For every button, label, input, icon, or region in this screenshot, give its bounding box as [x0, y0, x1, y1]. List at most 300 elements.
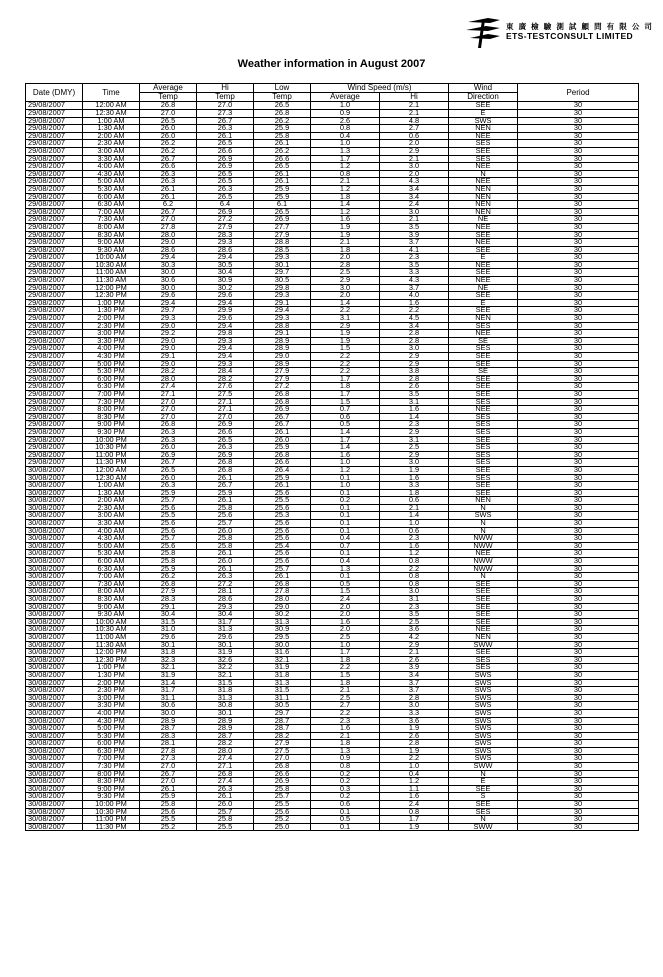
cell-hi-temp: 26.1 — [197, 793, 254, 801]
cell-period: 30 — [518, 641, 639, 649]
cell-period: 30 — [518, 292, 639, 300]
cell-wind-hi: 2.2 — [380, 755, 449, 763]
cell-wind-direction: E — [449, 299, 518, 307]
cell-low-temp: 27.9 — [254, 231, 311, 239]
table-row — [26, 185, 639, 193]
cell-avg-temp: 25.6 — [140, 808, 197, 816]
cell-date: 29/08/2007 — [26, 444, 83, 452]
cell-hi-temp: 26.1 — [197, 565, 254, 573]
cell-wind-avg: 2.0 — [311, 603, 380, 611]
table-row — [26, 596, 639, 604]
cell-hi-temp: 27.5 — [197, 390, 254, 398]
table-row — [26, 451, 639, 459]
cell-hi-temp: 25.8 — [197, 542, 254, 550]
cell-wind-hi: 2.2 — [380, 307, 449, 315]
cell-avg-temp: 28.1 — [140, 740, 197, 748]
cell-date: 29/08/2007 — [26, 193, 83, 201]
cell-avg-temp: 25.6 — [140, 527, 197, 535]
cell-wind-direction: NE — [449, 284, 518, 292]
cell-wind-avg: 2.0 — [311, 626, 380, 634]
cell-low-temp: 31.5 — [254, 687, 311, 695]
cell-wind-hi: 3.0 — [380, 163, 449, 171]
cell-hi-temp: 31.3 — [197, 694, 254, 702]
cell-wind-avg: 1.3 — [311, 565, 380, 573]
cell-time: 9:30 PM — [83, 428, 140, 436]
table-row — [26, 671, 639, 679]
cell-time: 5:30 PM — [83, 732, 140, 740]
cell-time: 3:30 PM — [83, 702, 140, 710]
cell-period: 30 — [518, 565, 639, 573]
cell-low-temp: 31.8 — [254, 671, 311, 679]
cell-date: 30/08/2007 — [26, 504, 83, 512]
cell-date: 29/08/2007 — [26, 178, 83, 186]
cell-low-temp: 28.9 — [254, 345, 311, 353]
cell-wind-direction: NEN — [449, 201, 518, 209]
cell-wind-direction: SEE — [449, 482, 518, 490]
cell-time: 7:30 PM — [83, 763, 140, 771]
cell-hi-temp: 25.7 — [197, 808, 254, 816]
cell-wind-direction: SES — [449, 155, 518, 163]
cell-wind-hi: 1.9 — [380, 725, 449, 733]
cell-period: 30 — [518, 307, 639, 315]
cell-hi-temp: 31.8 — [197, 687, 254, 695]
cell-period: 30 — [518, 163, 639, 171]
cell-wind-direction: SES — [449, 345, 518, 353]
cell-time: 3:00 AM — [83, 147, 140, 155]
cell-period: 30 — [518, 459, 639, 467]
cell-time: 4:30 PM — [83, 353, 140, 361]
table-row — [26, 315, 639, 323]
table-row — [26, 482, 639, 490]
cell-period: 30 — [518, 451, 639, 459]
cell-period: 30 — [518, 603, 639, 611]
cell-period: 30 — [518, 345, 639, 353]
cell-low-temp: 25.9 — [254, 193, 311, 201]
cell-low-temp: 31.9 — [254, 664, 311, 672]
cell-time: 9:00 AM — [83, 603, 140, 611]
cell-wind-hi: 1.2 — [380, 550, 449, 558]
cell-date: 29/08/2007 — [26, 322, 83, 330]
cell-avg-temp: 27.0 — [140, 778, 197, 786]
cell-period: 30 — [518, 322, 639, 330]
table-row — [26, 770, 639, 778]
cell-low-temp: 26.1 — [254, 482, 311, 490]
cell-wind-direction: NEE — [449, 132, 518, 140]
cell-period: 30 — [518, 573, 639, 581]
cell-wind-avg: 1.8 — [311, 656, 380, 664]
cell-avg-temp: 27.0 — [140, 413, 197, 421]
cell-hi-temp: 26.1 — [197, 132, 254, 140]
cell-avg-temp: 25.6 — [140, 504, 197, 512]
table-row — [26, 550, 639, 558]
cell-wind-avg: 0.9 — [311, 110, 380, 118]
cell-hi-temp: 29.9 — [197, 307, 254, 315]
cell-wind-hi: 2.2 — [380, 565, 449, 573]
cell-avg-temp: 28.3 — [140, 596, 197, 604]
cell-hi-temp: 29.6 — [197, 315, 254, 323]
cell-hi-temp: 26.7 — [197, 117, 254, 125]
cell-wind-hi: 1.4 — [380, 413, 449, 421]
cell-low-temp: 28.2 — [254, 732, 311, 740]
cell-low-temp: 26.6 — [254, 155, 311, 163]
table-row — [26, 406, 639, 414]
table-row — [26, 269, 639, 277]
cell-period: 30 — [518, 375, 639, 383]
cell-wind-direction: SEE — [449, 588, 518, 596]
cell-hi-temp: 26.9 — [197, 155, 254, 163]
table-row — [26, 368, 639, 376]
cell-wind-hi: 3.8 — [380, 368, 449, 376]
cell-date: 30/08/2007 — [26, 649, 83, 657]
cell-period: 30 — [518, 687, 639, 695]
cell-period: 30 — [518, 542, 639, 550]
cell-wind-hi: 2.4 — [380, 801, 449, 809]
cell-avg-temp: 26.1 — [140, 185, 197, 193]
cell-period: 30 — [518, 747, 639, 755]
cell-wind-hi: 0.6 — [380, 132, 449, 140]
cell-time: 3:30 AM — [83, 520, 140, 528]
table-row — [26, 117, 639, 125]
cell-wind-avg: 1.9 — [311, 223, 380, 231]
cell-low-temp: 28.7 — [254, 725, 311, 733]
cell-wind-hi: 0.6 — [380, 527, 449, 535]
cell-wind-hi: 3.4 — [380, 193, 449, 201]
cell-hi-temp: 27.0 — [197, 413, 254, 421]
cell-wind-direction: N — [449, 816, 518, 824]
cell-wind-hi: 2.0 — [380, 170, 449, 178]
cell-wind-direction: SEE — [449, 603, 518, 611]
cell-date: 29/08/2007 — [26, 132, 83, 140]
cell-time: 9:00 AM — [83, 239, 140, 247]
cell-time: 4:30 AM — [83, 170, 140, 178]
cell-hi-temp: 26.9 — [197, 163, 254, 171]
cell-time: 4:00 PM — [83, 345, 140, 353]
cell-wind-hi: 3.7 — [380, 687, 449, 695]
cell-low-temp: 26.7 — [254, 413, 311, 421]
cell-wind-direction: SWS — [449, 687, 518, 695]
cell-period: 30 — [518, 383, 639, 391]
table-row — [26, 603, 639, 611]
cell-avg-temp: 29.0 — [140, 345, 197, 353]
cell-date: 30/08/2007 — [26, 785, 83, 793]
cell-wind-direction: NEE — [449, 406, 518, 414]
cell-avg-temp: 28.6 — [140, 246, 197, 254]
cell-wind-hi: 3.4 — [380, 322, 449, 330]
cell-avg-temp: 29.1 — [140, 353, 197, 361]
cell-wind-avg: 0.6 — [311, 413, 380, 421]
cell-wind-avg: 1.8 — [311, 740, 380, 748]
cell-time: 2:00 PM — [83, 315, 140, 323]
cell-period: 30 — [518, 512, 639, 520]
cell-hi-temp: 26.3 — [197, 444, 254, 452]
cell-avg-temp: 26.5 — [140, 117, 197, 125]
cell-time: 2:00 PM — [83, 679, 140, 687]
cell-date: 30/08/2007 — [26, 573, 83, 581]
cell-wind-avg: 3.1 — [311, 315, 380, 323]
cell-avg-temp: 26.0 — [140, 444, 197, 452]
cell-wind-hi: 4.3 — [380, 277, 449, 285]
cell-period: 30 — [518, 740, 639, 748]
cell-hi-temp: 26.5 — [197, 170, 254, 178]
cell-date: 30/08/2007 — [26, 535, 83, 543]
cell-low-temp: 29.3 — [254, 292, 311, 300]
cell-wind-avg: 2.2 — [311, 368, 380, 376]
cell-hi-temp: 31.9 — [197, 649, 254, 657]
cell-low-temp: 28.7 — [254, 717, 311, 725]
cell-date: 29/08/2007 — [26, 140, 83, 148]
cell-date: 29/08/2007 — [26, 413, 83, 421]
cell-date: 29/08/2007 — [26, 421, 83, 429]
table-row — [26, 163, 639, 171]
table-row — [26, 649, 639, 657]
cell-period: 30 — [518, 140, 639, 148]
cell-wind-avg: 0.4 — [311, 132, 380, 140]
cell-wind-direction: SES — [449, 444, 518, 452]
cell-wind-hi: 0.8 — [380, 580, 449, 588]
cell-wind-direction: SWS — [449, 725, 518, 733]
cell-date: 30/08/2007 — [26, 671, 83, 679]
cell-low-temp: 31.6 — [254, 649, 311, 657]
cell-wind-direction: SWW — [449, 823, 518, 831]
cell-wind-direction: N — [449, 520, 518, 528]
cell-wind-avg: 2.7 — [311, 702, 380, 710]
cell-wind-hi: 2.9 — [380, 428, 449, 436]
cell-low-temp: 25.2 — [254, 816, 311, 824]
table-row — [26, 785, 639, 793]
cell-date: 29/08/2007 — [26, 185, 83, 193]
cell-avg-temp: 29.0 — [140, 337, 197, 345]
cell-time: 7:00 AM — [83, 573, 140, 581]
cell-avg-temp: 28.0 — [140, 375, 197, 383]
cell-low-temp: 25.9 — [254, 185, 311, 193]
table-row — [26, 489, 639, 497]
cell-wind-direction: SWW — [449, 763, 518, 771]
cell-wind-hi: 0.4 — [380, 770, 449, 778]
cell-hi-temp: 25.8 — [197, 816, 254, 824]
cell-wind-avg: 1.4 — [311, 201, 380, 209]
cell-time: 7:30 AM — [83, 580, 140, 588]
cell-avg-temp: 31.0 — [140, 626, 197, 634]
cell-time: 6:00 PM — [83, 740, 140, 748]
cell-date: 29/08/2007 — [26, 360, 83, 368]
cell-low-temp: 25.6 — [254, 550, 311, 558]
cell-wind-avg: 1.4 — [311, 444, 380, 452]
cell-wind-hi: 4.3 — [380, 178, 449, 186]
table-row — [26, 626, 639, 634]
table-row — [26, 102, 639, 110]
cell-wind-hi: 2.3 — [380, 421, 449, 429]
cell-wind-avg: 0.2 — [311, 770, 380, 778]
cell-avg-temp: 25.9 — [140, 793, 197, 801]
cell-wind-direction: SWS — [449, 740, 518, 748]
cell-wind-hi: 2.0 — [380, 140, 449, 148]
cell-period: 30 — [518, 763, 639, 771]
table-row — [26, 223, 639, 231]
cell-avg-temp: 29.0 — [140, 239, 197, 247]
cell-hi-temp: 29.6 — [197, 292, 254, 300]
cell-period: 30 — [518, 201, 639, 209]
cell-wind-avg: 0.1 — [311, 489, 380, 497]
table-row — [26, 201, 639, 209]
cell-period: 30 — [518, 466, 639, 474]
cell-low-temp: 25.6 — [254, 558, 311, 566]
cell-wind-avg: 1.4 — [311, 428, 380, 436]
cell-low-temp: 25.3 — [254, 512, 311, 520]
cell-wind-hi: 3.7 — [380, 679, 449, 687]
cell-time: 7:00 AM — [83, 208, 140, 216]
cell-wind-direction: N — [449, 573, 518, 581]
cell-wind-avg: 2.2 — [311, 360, 380, 368]
cell-hi-temp: 28.6 — [197, 596, 254, 604]
cell-time: 12:30 AM — [83, 110, 140, 118]
cell-period: 30 — [518, 216, 639, 224]
cell-low-temp: 25.8 — [254, 132, 311, 140]
cell-date: 29/08/2007 — [26, 353, 83, 361]
cell-hi-temp: 29.3 — [197, 360, 254, 368]
cell-date: 29/08/2007 — [26, 117, 83, 125]
table-row — [26, 413, 639, 421]
cell-time: 10:30 PM — [83, 808, 140, 816]
cell-period: 30 — [518, 801, 639, 809]
cell-avg-temp: 25.9 — [140, 489, 197, 497]
cell-low-temp: 26.1 — [254, 573, 311, 581]
cell-hi-temp: 26.1 — [197, 497, 254, 505]
cell-hi-temp: 28.3 — [197, 231, 254, 239]
cell-avg-temp: 25.2 — [140, 823, 197, 831]
cell-period: 30 — [518, 125, 639, 133]
cell-hi-temp: 25.5 — [197, 823, 254, 831]
table-row — [26, 353, 639, 361]
table-row — [26, 231, 639, 239]
cell-avg-temp: 30.1 — [140, 641, 197, 649]
cell-date: 30/08/2007 — [26, 679, 83, 687]
cell-wind-direction: SWS — [449, 747, 518, 755]
header-average-top: Average — [140, 84, 197, 93]
cell-wind-hi: 0.8 — [380, 808, 449, 816]
cell-wind-direction: NEE — [449, 163, 518, 171]
table-row — [26, 474, 639, 482]
table-row — [26, 292, 639, 300]
cell-wind-hi: 3.0 — [380, 459, 449, 467]
cell-wind-hi: 2.1 — [380, 110, 449, 118]
cell-wind-direction: NWW — [449, 535, 518, 543]
company-name-english: ETS-TESTCONSULT LIMITED — [506, 31, 634, 41]
cell-low-temp: 29.3 — [254, 315, 311, 323]
cell-avg-temp: 27.0 — [140, 216, 197, 224]
header-wind-direction: Direction — [449, 93, 518, 102]
cell-low-temp: 26.1 — [254, 428, 311, 436]
cell-avg-temp: 26.3 — [140, 428, 197, 436]
cell-hi-temp: 26.5 — [197, 193, 254, 201]
cell-time: 11:30 AM — [83, 277, 140, 285]
cell-period: 30 — [518, 284, 639, 292]
cell-wind-direction: NEE — [449, 550, 518, 558]
table-row — [26, 284, 639, 292]
cell-hi-temp: 27.2 — [197, 580, 254, 588]
cell-date: 29/08/2007 — [26, 315, 83, 323]
cell-hi-temp: 26.8 — [197, 770, 254, 778]
cell-date: 30/08/2007 — [26, 520, 83, 528]
cell-date: 29/08/2007 — [26, 390, 83, 398]
weather-table — [25, 83, 639, 831]
cell-date: 30/08/2007 — [26, 497, 83, 505]
cell-wind-avg: 1.2 — [311, 163, 380, 171]
cell-hi-temp: 26.5 — [197, 140, 254, 148]
cell-low-temp: 31.3 — [254, 679, 311, 687]
cell-hi-temp: 27.9 — [197, 223, 254, 231]
cell-wind-direction: SEE — [449, 292, 518, 300]
cell-wind-direction: SWW — [449, 641, 518, 649]
cell-low-temp: 25.6 — [254, 489, 311, 497]
cell-time: 7:30 PM — [83, 398, 140, 406]
cell-date: 29/08/2007 — [26, 246, 83, 254]
cell-wind-avg: 0.6 — [311, 801, 380, 809]
cell-time: 9:00 PM — [83, 421, 140, 429]
cell-time: 5:30 AM — [83, 550, 140, 558]
cell-low-temp: 26.5 — [254, 102, 311, 110]
cell-wind-direction: N — [449, 170, 518, 178]
cell-wind-direction: SEE — [449, 383, 518, 391]
cell-wind-direction: E — [449, 110, 518, 118]
cell-date: 30/08/2007 — [26, 725, 83, 733]
cell-low-temp: 26.8 — [254, 110, 311, 118]
cell-wind-direction: SEE — [449, 489, 518, 497]
cell-date: 30/08/2007 — [26, 702, 83, 710]
cell-period: 30 — [518, 808, 639, 816]
cell-period: 30 — [518, 755, 639, 763]
cell-period: 30 — [518, 694, 639, 702]
cell-date: 30/08/2007 — [26, 527, 83, 535]
cell-low-temp: 28.9 — [254, 337, 311, 345]
cell-wind-hi: 3.5 — [380, 261, 449, 269]
cell-wind-hi: 2.9 — [380, 353, 449, 361]
cell-time: 2:00 AM — [83, 132, 140, 140]
cell-wind-direction: NEN — [449, 208, 518, 216]
cell-wind-direction: SES — [449, 459, 518, 467]
cell-low-temp: 29.7 — [254, 269, 311, 277]
cell-period: 30 — [518, 482, 639, 490]
cell-wind-avg: 1.5 — [311, 345, 380, 353]
cell-wind-hi: 2.8 — [380, 740, 449, 748]
cell-time: 9:30 PM — [83, 793, 140, 801]
cell-date: 29/08/2007 — [26, 102, 83, 110]
table-row — [26, 170, 639, 178]
cell-wind-avg: 0.1 — [311, 504, 380, 512]
cell-hi-temp: 31.3 — [197, 626, 254, 634]
cell-date: 29/08/2007 — [26, 451, 83, 459]
cell-period: 30 — [518, 239, 639, 247]
cell-date: 29/08/2007 — [26, 375, 83, 383]
cell-wind-avg: 2.0 — [311, 611, 380, 619]
cell-date: 30/08/2007 — [26, 550, 83, 558]
cell-hi-temp: 30.2 — [197, 284, 254, 292]
cell-date: 30/08/2007 — [26, 558, 83, 566]
cell-date: 30/08/2007 — [26, 466, 83, 474]
header-period: Period — [518, 84, 639, 102]
cell-wind-direction: E — [449, 778, 518, 786]
cell-wind-direction: SES — [449, 413, 518, 421]
cell-low-temp: 26.1 — [254, 140, 311, 148]
cell-hi-temp: 29.3 — [197, 603, 254, 611]
cell-time: 12:00 AM — [83, 466, 140, 474]
cell-hi-temp: 27.6 — [197, 383, 254, 391]
cell-wind-hi: 2.8 — [380, 694, 449, 702]
table-row — [26, 512, 639, 520]
cell-low-temp: 25.6 — [254, 527, 311, 535]
cell-wind-hi: 1.2 — [380, 778, 449, 786]
cell-low-temp: 26.0 — [254, 436, 311, 444]
cell-low-temp: 27.8 — [254, 588, 311, 596]
